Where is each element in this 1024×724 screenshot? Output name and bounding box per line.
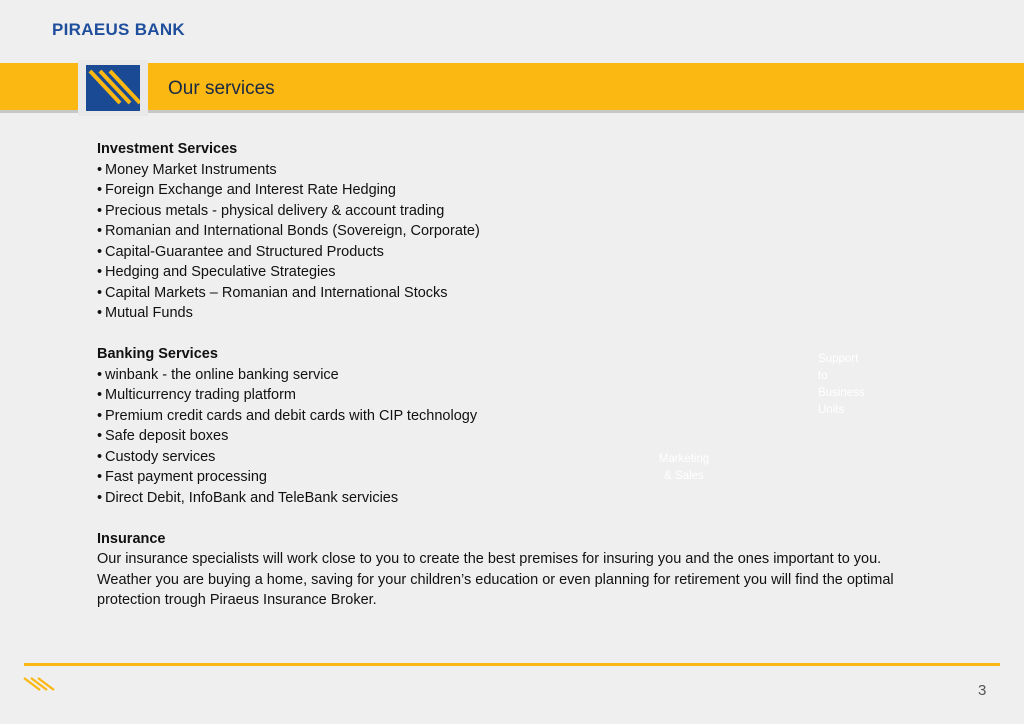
list-item: • Direct Debit, InfoBank and TeleBank servicies bbox=[97, 488, 927, 509]
bullet-icon: • bbox=[97, 182, 103, 198]
bullet-icon: • bbox=[97, 469, 103, 485]
list-item: • Multicurrency trading platform bbox=[97, 385, 927, 406]
bullet-icon: • bbox=[97, 284, 103, 301]
banking-services-list bbox=[97, 365, 927, 509]
title-bar bbox=[0, 63, 1024, 113]
bullet-icon: • bbox=[97, 223, 103, 239]
list-item: • Premium credit cards and debit cards with CIP technology bbox=[97, 406, 927, 427]
list-item: • Hedging and Speculative Strategies bbox=[97, 262, 927, 283]
page-number: 3 bbox=[978, 682, 987, 699]
investment-services-section bbox=[97, 139, 927, 324]
diagonal-stripes-logo-icon bbox=[86, 65, 140, 111]
banking-services-section bbox=[97, 344, 927, 508]
list-item: • Fast payment processing bbox=[97, 467, 927, 488]
investment-services-list bbox=[97, 160, 927, 324]
bullet-icon: • bbox=[97, 366, 103, 383]
list-item: • Romanian and International Bonds (Sovereign, Corporate) bbox=[97, 221, 927, 242]
brand-logo-text: PIRAEUS BANK bbox=[52, 20, 186, 39]
list-item: • Precious metals - physical delivery & account trading bbox=[97, 201, 927, 222]
bullet-icon: • bbox=[97, 448, 103, 465]
bullet-icon: • bbox=[97, 161, 103, 178]
list-item: • winbank - the online banking service bbox=[97, 365, 927, 386]
page-title: Our services bbox=[168, 78, 275, 99]
list-item: • Mutual Funds bbox=[97, 303, 927, 324]
section-heading: Insurance bbox=[97, 530, 166, 547]
bullet-icon: • bbox=[97, 305, 103, 321]
section-heading: Banking Services bbox=[97, 346, 218, 362]
marketing-and-sales-label: Marketing & Sales bbox=[658, 453, 710, 482]
list-item: • Custody services bbox=[97, 447, 927, 468]
insurance-section bbox=[97, 529, 927, 611]
services-content bbox=[97, 139, 927, 631]
diagonal-stripes-icon bbox=[22, 674, 58, 694]
bullet-icon: • bbox=[97, 387, 103, 403]
footer-divider bbox=[24, 663, 1000, 666]
list-item: • Foreign Exchange and Interest Rate Hedging bbox=[97, 180, 927, 201]
bullet-icon: • bbox=[97, 489, 103, 506]
bullet-icon: • bbox=[97, 428, 103, 444]
bullet-icon: • bbox=[97, 243, 103, 260]
list-item: • Money Market Instruments bbox=[97, 160, 927, 181]
list-item: • Capital-Guarantee and Structured Products bbox=[97, 242, 927, 263]
bullet-icon: • bbox=[97, 264, 103, 280]
support-to-business-units-label: Support to Business Units bbox=[818, 353, 865, 416]
insurance-description: Our insurance specialists will work close to you to create the best premises for insuring you and the ones important to you. Weather you are buying a home, saving for your children’s education or even planning for retirement you will find the optimal protection trough Piraeus Insurance Broker. bbox=[97, 551, 894, 608]
bullet-icon: • bbox=[97, 407, 103, 424]
section-heading: Investment Services bbox=[97, 141, 238, 157]
title-bar-divider bbox=[0, 110, 1024, 113]
bullet-icon: • bbox=[97, 202, 103, 219]
list-item: • Capital Markets – Romanian and International Stocks bbox=[97, 283, 927, 304]
list-item: • Safe deposit boxes bbox=[97, 426, 927, 447]
